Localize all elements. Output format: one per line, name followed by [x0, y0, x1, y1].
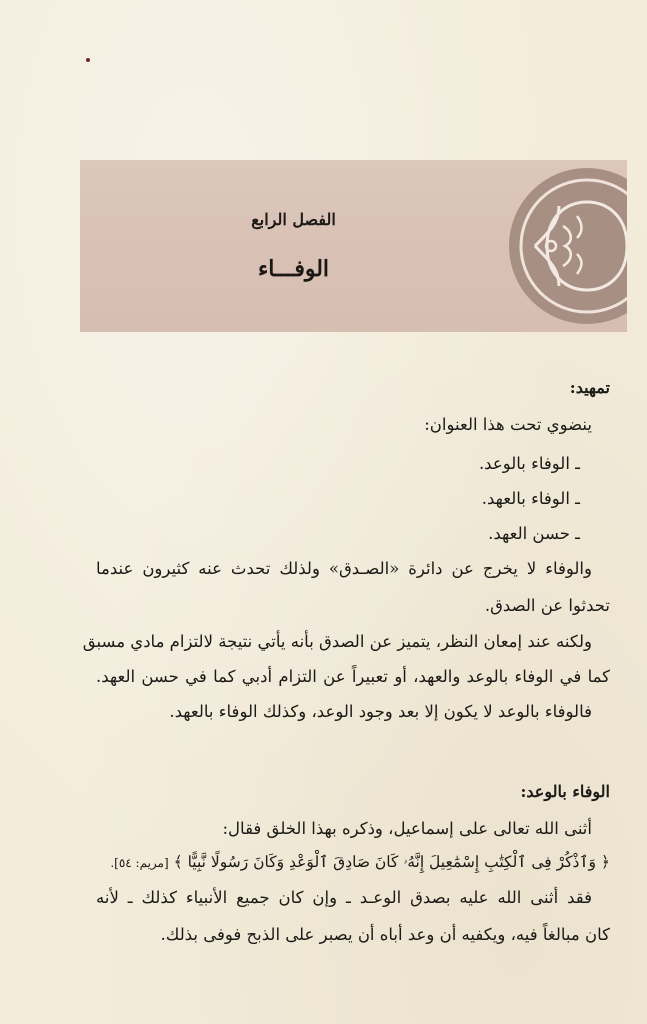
list-item: ـ حسن العهد. — [488, 524, 580, 543]
section-heading: الوفاء بالوعد: — [520, 782, 610, 801]
quran-verse — [96, 853, 610, 872]
verse-reference: [مريم: ٥٤]. — [110, 856, 169, 870]
paragraph-line: كان مبالغاً فيه، ويكفيه أن وعد أباه أن يصبر على الذبح فوفى بذلك. — [160, 925, 610, 944]
promise-section — [96, 782, 610, 972]
paragraph-line: فالوفاء بالوعد لا يكون إلا بعد وجود الوعد، وكذلك الوفاء بالعهد. — [169, 702, 592, 721]
paragraph-line: تحدثوا عن الصدق. — [484, 596, 610, 615]
chapter-title: الوفـــاء — [257, 256, 330, 282]
list-item: ـ الوفاء بالعهد. — [481, 489, 580, 508]
paragraph-line: كما في الوفاء بالوعد والعهد، أو تعبيراً عن التزام أدبي كما في حسن العهد. — [96, 667, 610, 686]
intro-heading: تمهيد: — [569, 378, 610, 397]
verse-text: ﴿ وَٱذْكُرْ فِى ٱلْكِتَٰبِ إِسْمَٰعِيلَ إِنَّهُۥ كَانَ صَادِقَ ٱلْوَعْدِ وَكَانَ رَسُولًا نَّبِيًّا ﴾ — [173, 853, 610, 871]
ink-speck — [86, 58, 90, 62]
intro-lead: ينضوي تحت هذا العنوان: — [424, 415, 592, 434]
paragraph-line: والوفاء لا يخرج عن دائرة «الصـدق» ولذلك تحدث عنه كثيرون عندما — [96, 559, 592, 578]
arabesque-ornament-icon — [507, 166, 627, 326]
list-item: ـ الوفاء بالوعد. — [478, 454, 580, 473]
chapter-banner — [80, 160, 627, 332]
chapter-label: الفصل الرابع — [251, 210, 336, 229]
intro-section — [82, 378, 610, 758]
paragraph-line: فقد أثنى الله عليه بصدق الوعـد ـ وإن كان جميع الأنبياء كذلك ـ لأنه — [96, 888, 592, 907]
section-lead: أثنى الله تعالى على إسماعيل، وذكره بهذا الخلق فقال: — [222, 819, 592, 838]
paragraph-line: ولكنه عند إمعان النظر، يتميز عن الصدق بأنه يأتي نتيجة لالتزام مادي مسبق — [82, 632, 592, 651]
